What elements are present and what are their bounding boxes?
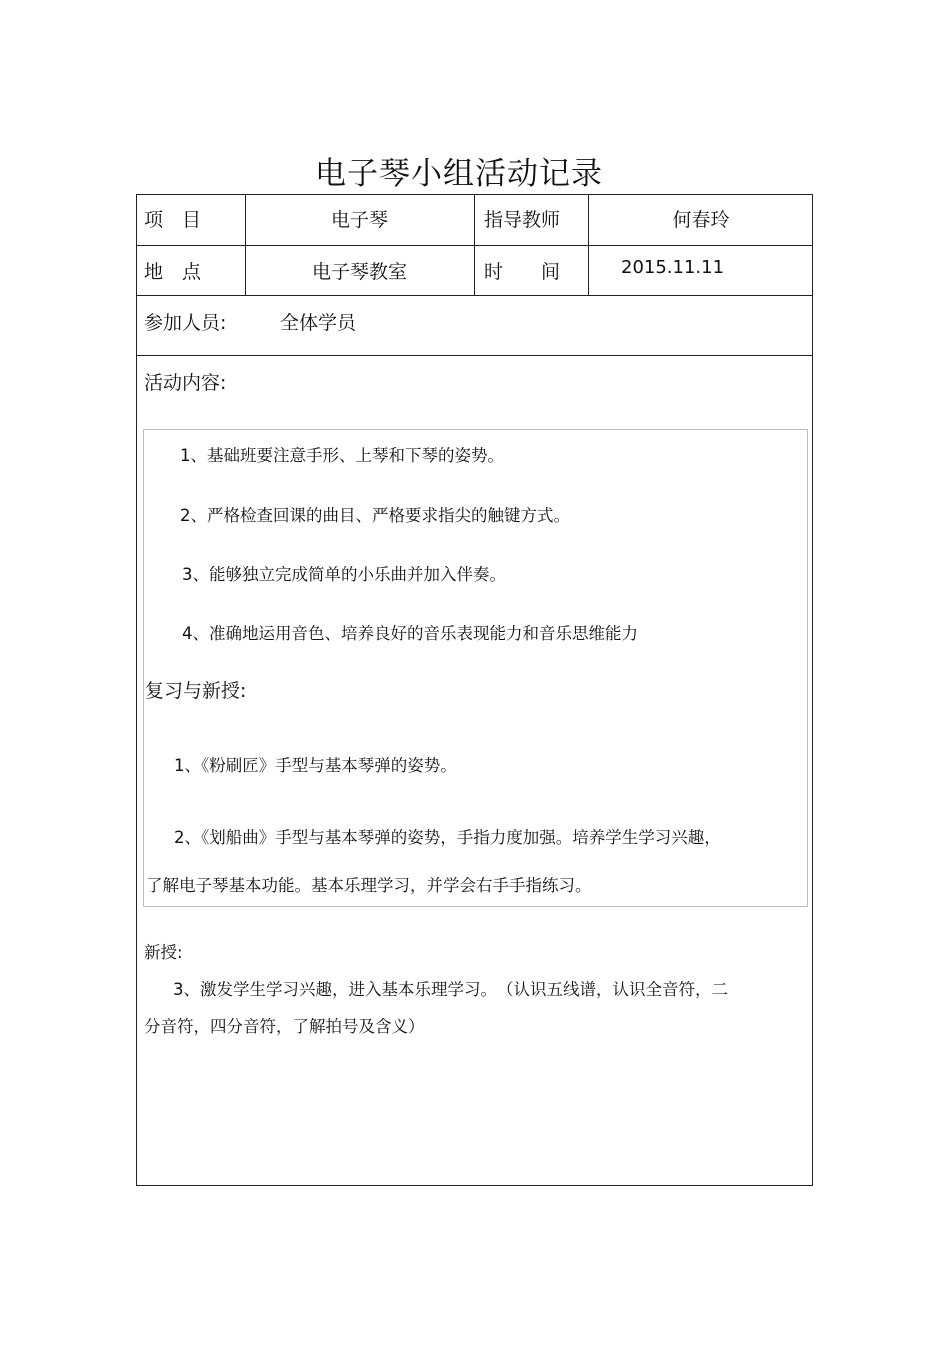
participants-label: 参加人员: <box>144 312 227 334</box>
content-item: 1、基础班要注意手形、上琴和下琴的姿势。 <box>180 446 504 465</box>
instructor-label: 指导教师 <box>484 209 561 231</box>
new-item: 3、激发学生学习兴趣，进入基本乐理学习。 （认识五线谱，认识全音符，二 <box>173 980 728 999</box>
column-divider <box>474 195 475 295</box>
participants-value: 全体学员 <box>280 312 357 334</box>
record-table <box>136 194 813 1186</box>
review-item: 了解电子琴基本功能。基本乐理学习，并学会右手手指练习。 <box>146 876 592 895</box>
project-label: 项 目 <box>144 209 202 231</box>
time-value: 2015.11.11 <box>621 257 725 278</box>
content-item: 3、能够独立完成简单的小乐曲并加入伴奏。 <box>182 565 506 584</box>
row-divider <box>137 355 812 356</box>
review-heading: 复习与新授: <box>145 680 247 702</box>
new-item: 分音符，四分音符，了解拍号及含义） <box>144 1017 425 1036</box>
location-value: 电子琴教室 <box>311 261 407 283</box>
content-item: 4、准确地运用音色、培养良好的音乐表现能力和音乐思维能力 <box>182 624 638 643</box>
review-item: 2、《划船曲》手型与基本琴弹的姿势，手指力度加强。培养学生学习兴趣， <box>174 828 721 847</box>
content-label: 活动内容: <box>144 372 227 394</box>
page-title: 电子琴小组活动记录 <box>315 156 603 192</box>
project-value: 电子琴 <box>330 209 388 231</box>
instructor-value: 何春玲 <box>672 209 730 231</box>
new-heading: 新授: <box>144 943 183 962</box>
content-box <box>143 429 808 907</box>
content-item: 2、严格检查回课的曲目、严格要求指尖的触键方式。 <box>180 506 570 525</box>
review-item: 1、《粉刷匠》手型与基本琴弹的姿势。 <box>174 756 457 775</box>
row-divider <box>137 295 812 296</box>
time-label: 时 间 <box>484 261 561 283</box>
location-label: 地 点 <box>144 261 202 283</box>
